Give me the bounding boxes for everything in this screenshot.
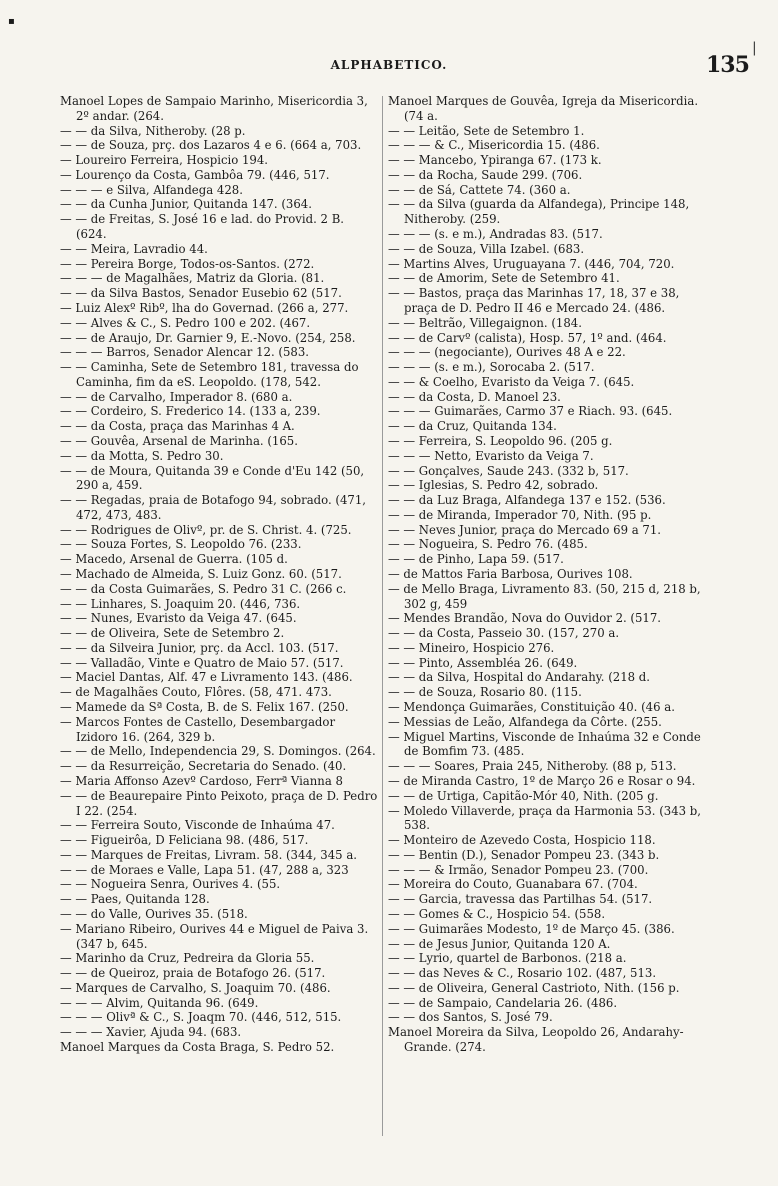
directory-entry: — — de Souza, Villa Izabel. (683. — [388, 241, 585, 256]
directory-entry: — — Mineiro, Hospicio 276. — [388, 640, 555, 655]
directory-entry: — — Linhares, S. Joaquim 20. (446, 736. — [60, 596, 301, 611]
directory-entry: — — Rodrigues de Olivº, pr. de S. Christ. 4. (725. — [60, 522, 352, 537]
directory-entry: — de Mello Braga, Livramento 83. (50, 215 d, 218 b, 302 g, 459 — [388, 581, 701, 611]
directory-entry: — — — Soares, Praia 245, Nitheroby. (88 p, 513. — [388, 759, 677, 774]
directory-entry: Manoel Marques de Gouvêa, Igreja da Misericordia. (74 a. — [388, 94, 699, 123]
directory-entry: — Marques de Carvalho, S. Joaquim 70. (486. — [60, 980, 331, 995]
directory-entry: — — Meira, Lavradio 44. — [60, 241, 208, 256]
directory-entry: — — Marques de Freitas, Livram. 58. (344, 345 a. — [60, 847, 357, 862]
directory-entry: — Luiz Alexº Ribº, lha do Governad. (266 a, 277. — [60, 300, 349, 315]
directory-entry: — — — (s. e m.), Andradas 83. (517. — [388, 227, 603, 242]
directory-entry: — — da Silva (guarda da Alfandega), Principe 148, Nitheroby. (259. — [388, 197, 690, 227]
left-column — [60, 94, 378, 1055]
directory-entry: — — — & Irmão, Senador Pompeu 23. (700. — [388, 862, 649, 877]
directory-entry: — — Ferreira Souto, Visconde de Inhaúma 47. — [60, 818, 335, 833]
right-column — [388, 94, 708, 1055]
directory-entry: — — Ferreira, S. Leopoldo 96. (205 g. — [388, 433, 613, 448]
directory-entry: — Miguel Martins, Visconde de Inhaúma 32 e Conde de Bomfim 73. (485. — [388, 729, 701, 759]
page-number: 135 — [706, 52, 749, 78]
directory-entry: — — da Cruz, Quitanda 134. — [388, 419, 557, 434]
directory-entry: — — da Silva, Nitheroby. (28 p. — [60, 123, 246, 138]
directory-entry: — — Nogueira, S. Pedro 76. (485. — [388, 537, 588, 552]
directory-entry: — — da Luz Braga, Alfandega 137 e 152. (536. — [388, 493, 666, 508]
directory-entry: — — de Queiroz, praia de Botafogo 26. (517. — [60, 966, 326, 981]
directory-entry: — — — e Silva, Alfandega 428. — [60, 182, 243, 197]
directory-entry: — — Nunes, Evaristo da Veiga 47. (645. — [60, 611, 297, 626]
directory-entry: — Marinho da Cruz, Pedreira da Gloria 55. — [60, 951, 315, 966]
directory-entry: — — dos Santos, S. José 79. — [388, 1010, 553, 1025]
directory-entry: — — de Carvalho, Imperador 8. (680 a. — [60, 389, 293, 404]
directory-entry: — — Garcia, travessa das Partilhas 54. (517. — [388, 892, 653, 907]
directory-entry: — de Mattos Faria Barbosa, Ourives 108. — [388, 567, 633, 581]
corner-dot-mark: ▪ — [8, 16, 15, 27]
directory-entry: — — — Olivª & C., S. Joaqm 70. (446, 512, 515. — [60, 1010, 342, 1025]
directory-entry: — — — Barros, Senador Alencar 12. (583. — [60, 345, 309, 360]
directory-entry: — — Figueirôa, D Feliciana 98. (486, 517. — [60, 833, 309, 848]
directory-entry: — — Paes, Quitanda 128. — [60, 892, 210, 907]
directory-entry: — — Regadas, praia de Botafogo 94, sobrado. (471, 472, 473, 483. — [60, 493, 367, 522]
directory-entry: — Monteiro de Azevedo Costa, Hospicio 118. — [388, 833, 656, 848]
directory-entry: — — da Silva Bastos, Senador Eusebio 62 (517. — [60, 286, 342, 301]
directory-entry: — Moreira do Couto, Guanabara 67. (704. — [388, 877, 638, 892]
directory-entry: — de Miranda Castro, 1º de Março 26 e Rosar o 94. — [388, 773, 696, 788]
directory-entry: — Messias de Leão, Alfandega da Côrte. (255. — [388, 714, 662, 729]
directory-entry: — — da Motta, S. Pedro 30. — [60, 448, 224, 463]
page-title: ALPHABETICO. — [330, 58, 448, 72]
directory-entry: — — de Jesus Junior, Quitanda 120 A. — [388, 936, 611, 951]
directory-entry: — Macedo, Arsenal de Guerra. (105 d. — [60, 552, 288, 567]
directory-entry: — — da Costa, D. Manoel 23. — [388, 389, 561, 404]
directory-entry: — — de Oliveira, General Castrioto, Nith. (156 p. — [388, 980, 680, 995]
directory-entry: — de Magalhães Couto, Flôres. (58, 471. 473. — [60, 685, 332, 700]
directory-entry: — Marcos Fontes de Castello, Desembargador Izidoro 16. (264, 329 b. — [60, 714, 336, 744]
margin-mark: | — [752, 40, 757, 56]
directory-entry: — — de Souza, Rosario 80. (115. — [388, 685, 582, 700]
directory-entry: — — — Guimarães, Carmo 37 e Riach. 93. (645. — [388, 404, 673, 419]
directory-entry: — — de Sá, Cattete 74. (360 a. — [388, 182, 571, 197]
directory-entry: — — da Cunha Junior, Quitanda 147. (364. — [60, 197, 312, 212]
directory-entry: — — Iglesias, S. Pedro 42, sobrado. — [388, 478, 599, 493]
directory-entry: — — da Costa, Passeio 30. (157, 270 a. — [388, 626, 620, 641]
directory-entry: — Mendonça Guimarães, Constituição 40. (46 a. — [388, 700, 675, 715]
directory-entry: — — Mancebo, Ypiranga 67. (173 k. — [388, 153, 602, 168]
directory-entry: — — Caminha, Sete de Setembro 181, travessa do Caminha, fim da eS. Leopoldo. (178, 542. — [60, 360, 359, 389]
directory-entry: — — — (negociante), Ourives 48 A e 22. — [388, 345, 626, 360]
directory-entry: — — da Costa Guimarães, S. Pedro 31 C. (266 c. — [60, 581, 347, 596]
directory-entry: — Mendes Brandão, Nova do Ouvidor 2. (517. — [388, 611, 662, 626]
directory-entry: — — de Pinho, Lapa 59. (517. — [388, 552, 564, 567]
directory-entry: Manoel Marques da Costa Braga, S. Pedro 52. — [60, 1040, 335, 1054]
directory-entry: — — Beltrão, Villegaignon. (184. — [388, 315, 582, 330]
directory-entry: — — Guimarães Modesto, 1º de Março 45. (386. — [388, 921, 675, 936]
directory-entry: — Moledo Villaverde, praça da Harmonia 53. (343 b, 538. — [388, 803, 701, 833]
directory-entry: — Martins Alves, Uruguayana 7. (446, 704, 720. — [388, 256, 675, 271]
directory-entry: — — de Mello, Independencia 29, S. Domingos. (264. — [60, 744, 376, 759]
directory-entry: — — Souza Fortes, S. Leopoldo 76. (233. — [60, 537, 302, 552]
directory-entry: — — de Carvº (calista), Hosp. 57, 1º and. (464. — [388, 330, 667, 345]
directory-entry: — — de Freitas, S. José 16 e lad. do Provid. 2 B. (624. — [60, 212, 344, 242]
directory-entry: Manoel Lopes de Sampaio Marinho, Misericordia 3, 2º andar. (264. — [60, 94, 368, 123]
directory-entry: — Maria Affonso Azevº Cardoso, Ferrª Vianna 8 — [60, 773, 343, 788]
directory-entry: — — Bastos, praça das Marinhas 17, 18, 37 e 38, praça de D. Pedro II 46 e Mercado 24. (486. — [388, 286, 680, 315]
directory-entry: — — da Resurreição, Secretaria do Senado. (40. — [60, 759, 347, 774]
directory-entry: — — Bentin (D.), Senador Pompeu 23. (343 b. — [388, 847, 660, 862]
directory-entry: — — — de Magalhães, Matriz da Gloria. (81. — [60, 271, 325, 286]
directory-entry: — — da Costa, praça das Marinhas 4 A. — [60, 419, 295, 434]
directory-entry: — — Alves & C., S. Pedro 100 e 202. (467. — [60, 315, 311, 330]
directory-entry: — Lourenço da Costa, Gambôa 79. (446, 517. — [60, 167, 330, 182]
directory-entry: — Mariano Ribeiro, Ourives 44 e Miguel de Paiva 3. (347 b, 645. — [60, 921, 369, 951]
directory-entry: — Mamede da Sª Costa, B. de S. Felix 167. (250. — [60, 700, 349, 715]
directory-entry: — — — (s. e m.), Sorocaba 2. (517. — [388, 360, 595, 375]
directory-entry: — — do Valle, Ourives 35. (518. — [60, 906, 248, 921]
directory-entry: — — Valladão, Vinte e Quatro de Maio 57. (517. — [60, 655, 344, 670]
directory-entry: — — — Alvim, Quitanda 96. (649. — [60, 995, 259, 1010]
directory-entry: — — Gouvêa, Arsenal de Marinha. (165. — [60, 433, 298, 448]
directory-entry: — — de Araujo, Dr. Garnier 9, E.-Novo. (254, 258. — [60, 330, 356, 345]
directory-entry: — — de Oliveira, Sete de Setembro 2. — [60, 626, 285, 641]
directory-entry: — — de Souza, prç. dos Lazaros 4 e 6. (664 a, 703. — [60, 138, 362, 153]
directory-entry: — — de Moura, Quitanda 39 e Conde d'Eu 142 (50, 290 a, 459. — [60, 463, 365, 493]
directory-entry: — — de Amorim, Sete de Setembro 41. — [388, 271, 620, 286]
directory-entry: — — — & C., Misericordia 15. (486. — [388, 138, 600, 153]
directory-entry: — — Nogueira Senra, Ourives 4. (55. — [60, 877, 281, 892]
directory-entry: — — de Miranda, Imperador 70, Nith. (95 p. — [388, 507, 652, 522]
directory-entry: — — de Urtiga, Capitão-Mór 40, Nith. (205 g. — [388, 788, 659, 803]
directory-entry: — — Gonçalves, Saude 243. (332 b, 517. — [388, 463, 629, 478]
directory-entry: — — — Netto, Evaristo da Veiga 7. — [388, 448, 594, 463]
directory-entry: — — da Rocha, Saude 299. (706. — [388, 167, 583, 182]
directory-entry: — — de Sampaio, Candelaria 26. (486. — [388, 995, 618, 1010]
directory-entry: — — de Moraes e Valle, Lapa 51. (47, 288 a, 323 — [60, 862, 349, 877]
directory-entry: — — Leitão, Sete de Setembro 1. — [388, 123, 585, 138]
directory-entry: — — da Silva, Hospital do Andarahy. (218 d. — [388, 670, 651, 685]
directory-entry: — Loureiro Ferreira, Hospicio 194. — [60, 153, 269, 168]
directory-entry: — — de Beaurepaire Pinto Peixoto, praça de D. Pedro I 22. (254. — [60, 788, 378, 818]
directory-entry: — — da Silveira Junior, prç. da Accl. 103. (517. — [60, 640, 339, 655]
directory-entry: Manoel Moreira da Silva, Leopoldo 26, Andarahy-Grande. (274. — [388, 1025, 684, 1054]
directory-entry: — — Gomes & C., Hospicio 54. (558. — [388, 906, 606, 921]
directory-entry: — — & Coelho, Evaristo da Veiga 7. (645. — [388, 374, 635, 389]
directory-entry: — Machado de Almeida, S. Luiz Gonz. 60. (517. — [60, 567, 342, 581]
directory-entry: — — Lyrio, quartel de Barbonos. (218 a. — [388, 951, 627, 966]
column-divider — [382, 96, 383, 1136]
directory-entry: — — Cordeiro, S. Frederico 14. (133 a, 239. — [60, 404, 321, 419]
directory-entry: — — Pereira Borge, Todos-os-Santos. (272. — [60, 256, 315, 271]
page-header — [0, 52, 778, 78]
directory-entry: — — das Neves & C., Rosario 102. (487, 513. — [388, 966, 657, 981]
directory-entry: — — Pinto, Assembléa 26. (649. — [388, 655, 578, 670]
directory-entry: — — Neves Junior, praça do Mercado 69 a 71. — [388, 522, 661, 537]
directory-entry: — Maciel Dantas, Alf. 47 e Livramento 143. (486. — [60, 670, 353, 685]
directory-entry: — — — Xavier, Ajuda 94. (683. — [60, 1025, 242, 1040]
